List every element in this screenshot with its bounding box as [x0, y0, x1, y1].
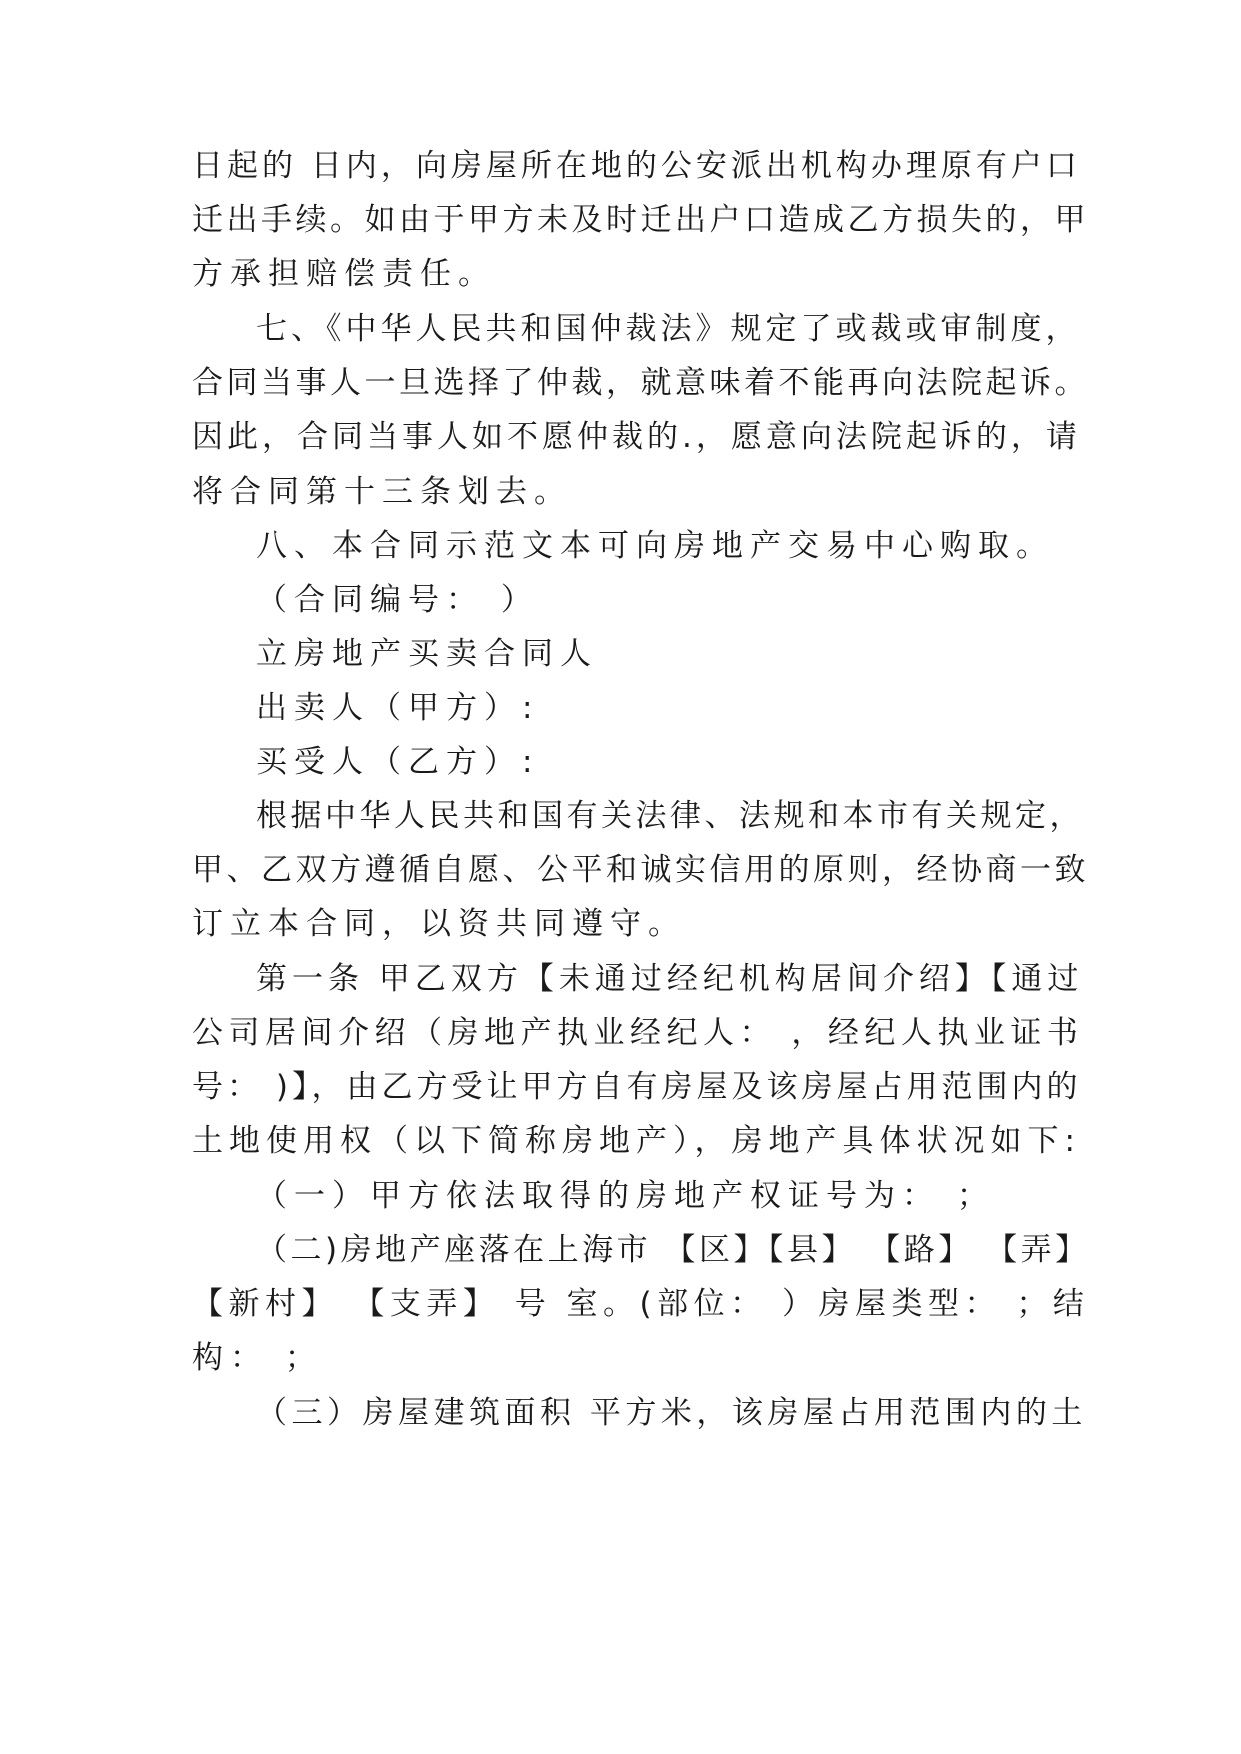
text-line-2: 迁出手续。如由于甲方未及时迁出户口造成乙方损失的，甲	[192, 202, 1089, 238]
text-line-1: 日起的 日内，向房屋所在地的公安派出机构办理原有户口	[192, 148, 1081, 184]
text-line-17: 公司居间介绍（房地产执业经纪人： ，经纪人执业证书	[192, 1015, 1084, 1051]
text-line-11: 出卖人（甲方）:	[256, 690, 540, 726]
text-line-22: 【新村】 【支弄】 号 室。(部位： ）房屋类型： ；结	[192, 1286, 1090, 1322]
text-line-7: 将合同第十三条划去。	[192, 474, 572, 510]
text-line-12: 买受人（乙方）:	[256, 744, 540, 780]
text-line-23: 构： ；	[192, 1340, 323, 1376]
text-line-19: 土地使用权（以下简称房地产），房地产具体状况如下:	[192, 1123, 1081, 1159]
text-line-4: 七、《中华人民共和国仲裁法》规定了或裁或审制度，	[256, 311, 1081, 347]
text-line-13: 根据中华人民共和国有关法律、法规和本市有关规定，	[256, 798, 1084, 834]
text-line-20: （一）甲方依法取得的房地产权证号为： ；	[256, 1178, 995, 1214]
text-line-6: 因此，合同当事人如不愿仲裁的.，愿意向法院起诉的，请	[192, 419, 1081, 455]
text-line-8: 八、本合同示范文本可向房地产交易中心购取。	[256, 528, 1054, 564]
text-line-15: 订立本合同，以资共同遵守。	[192, 906, 686, 942]
text-line-18: 号： )】，由乙方受让甲方自有房屋及该房屋占用范围内的	[192, 1069, 1082, 1105]
text-line-10: 立房地产买卖合同人	[256, 636, 598, 672]
text-line-16: 第一条 甲乙双方【未通过经纪机构居间介绍】【通过	[256, 961, 1084, 997]
text-line-14: 甲、乙双方遵循自愿、公平和诚实信用的原则，经协商一致	[192, 852, 1089, 888]
text-line-24: （三）房屋建筑面积 平方米，该房屋占用范围内的土	[256, 1395, 1087, 1431]
text-line-5: 合同当事人一旦选择了仲裁，就意味着不能再向法院起诉。	[192, 365, 1089, 401]
text-line-3: 方承担赔偿责任。	[192, 256, 496, 292]
text-line-9: （合同编号： ）	[256, 582, 539, 618]
text-line-21: （二)房地产座落在上海市 【区】【县】 【路】 【弄】	[256, 1232, 1090, 1268]
